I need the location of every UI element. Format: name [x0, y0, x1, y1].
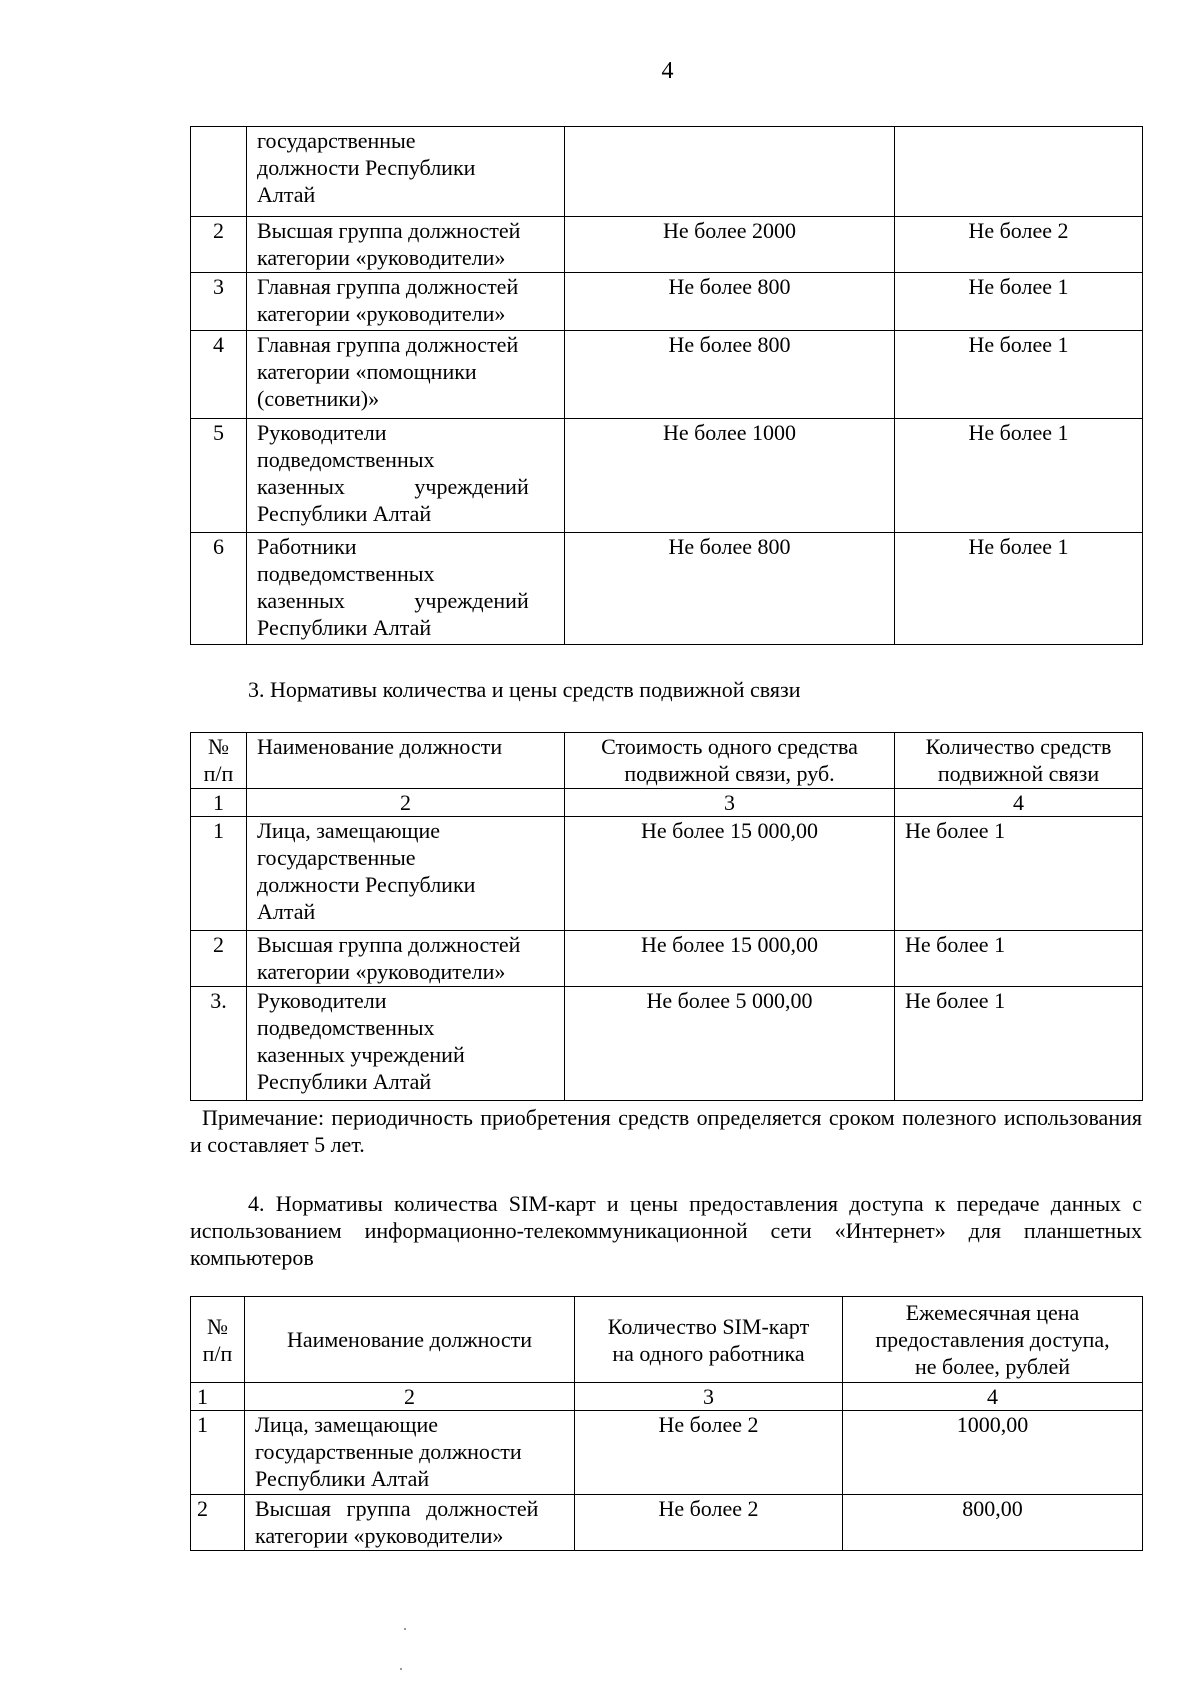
position-name: Высшая группа должностей — [255, 1496, 539, 1521]
position-name: Республики Алтай — [257, 615, 432, 640]
table-row — [191, 987, 1143, 1101]
position-name: Лица, замещающие — [255, 1412, 438, 1437]
header-quantity: Количество средств — [925, 734, 1112, 759]
position-name: Республики Алтай — [255, 1466, 430, 1491]
mobile-devices-table — [190, 732, 1143, 1101]
position-name: подведомственных — [257, 561, 435, 586]
table-row — [191, 817, 1143, 931]
device-quantity: Не более 1 — [905, 932, 1006, 957]
table-row — [191, 273, 1143, 331]
position-name: государственные должности — [255, 1439, 522, 1464]
row-number: 3. — [210, 988, 227, 1013]
table-row — [191, 1411, 1143, 1495]
table-row — [191, 127, 1143, 217]
header-monthly-price: Ежемесячная цена — [905, 1300, 1080, 1325]
monthly-price: 1000,00 — [956, 1412, 1029, 1437]
position-name: казенных учреждений — [257, 1042, 465, 1067]
position-name: Руководители — [257, 988, 387, 1013]
position-name: подведомственных — [257, 1015, 435, 1040]
table-header-row — [191, 733, 1143, 789]
position-name: подведомственных — [257, 447, 435, 472]
header-num: № — [207, 1313, 228, 1339]
position-name: Работники — [257, 534, 357, 559]
header-quantity: подвижной связи — [937, 761, 1100, 786]
position-name: Главная группа должностей — [257, 274, 519, 299]
table-row — [191, 217, 1143, 273]
table-row — [191, 331, 1143, 419]
position-name: казенных учреждений — [257, 474, 529, 499]
norm-value: Не более 800 — [668, 332, 791, 357]
column-index: 3 — [703, 1384, 714, 1409]
device-quantity: Не более 1 — [905, 988, 1006, 1013]
position-name: Высшая группа должностей — [257, 932, 521, 957]
header-num: п/п — [203, 761, 234, 786]
table-row — [191, 1495, 1143, 1551]
column-index: 4 — [987, 1384, 998, 1409]
row-number: 1 — [197, 1412, 208, 1437]
sim-cards-table — [190, 1296, 1143, 1551]
monthly-price: 800,00 — [962, 1496, 1023, 1521]
position-name: (советники)» — [257, 386, 380, 411]
norm-value: Не более 800 — [668, 534, 791, 559]
table-row — [191, 419, 1143, 533]
header-monthly-price: не более, рублей — [914, 1354, 1071, 1379]
section-3-title: 3. Нормативы количества и цены средств подвижной связи — [248, 677, 801, 702]
device-cost: Не более 15 000,00 — [640, 932, 819, 957]
position-name: категории «руководители» — [257, 959, 506, 984]
position-name: Руководители — [257, 420, 387, 445]
position-name: должности Республики — [257, 155, 476, 180]
scan-speck — [404, 1628, 406, 1630]
row-number: 2 — [213, 218, 224, 243]
device-cost: Не более 5 000,00 — [646, 988, 813, 1013]
column-index: 2 — [404, 1384, 415, 1409]
column-index: 2 — [400, 790, 411, 815]
column-index: 4 — [1013, 790, 1024, 815]
index-row — [191, 1383, 1143, 1411]
row-number: 6 — [213, 534, 224, 559]
column-index: 3 — [724, 790, 735, 815]
position-name: Республики Алтай — [257, 501, 432, 526]
header-cost: Стоимость одного средства — [601, 734, 858, 759]
table-header-row — [191, 1297, 1143, 1383]
norm-value: Не более 800 — [668, 274, 791, 299]
header-monthly-price: предоставления доступа, — [875, 1327, 1110, 1352]
header-num: п/п — [202, 1340, 233, 1366]
norm-quantity: Не более 2 — [968, 218, 1069, 243]
header-sim-count: на одного работника — [612, 1340, 805, 1366]
index-row — [191, 789, 1143, 817]
position-name: государственные — [257, 128, 416, 153]
position-name: государственные — [257, 845, 416, 870]
header-num: № — [208, 734, 229, 759]
row-number: 5 — [213, 420, 224, 445]
row-number: 3 — [213, 274, 224, 299]
row-number: 4 — [213, 332, 224, 357]
row-number: 1 — [213, 818, 224, 843]
norm-quantity: Не более 1 — [968, 420, 1069, 445]
page-number: 4 — [661, 58, 674, 84]
position-name: Алтай — [257, 182, 316, 207]
column-index: 1 — [197, 1384, 208, 1409]
device-cost: Не более 15 000,00 — [640, 818, 819, 843]
header-position-name: Наименование должности — [286, 1327, 533, 1352]
position-name: Алтай — [257, 899, 316, 924]
norm-quantity: Не более 1 — [968, 332, 1069, 357]
row-number: 2 — [213, 932, 224, 957]
position-name: категории «помощники — [257, 359, 477, 384]
header-sim-count: Количество SIM-карт — [607, 1313, 810, 1339]
scan-speck — [400, 1668, 402, 1670]
norm-value: Не более 1000 — [662, 420, 797, 445]
table-continuation — [190, 126, 1143, 645]
position-name: должности Республики — [257, 872, 476, 897]
table-row — [191, 533, 1143, 645]
position-name: Главная группа должностей — [257, 332, 519, 357]
header-cost: подвижной связи, руб. — [624, 761, 835, 786]
header-position-name: Наименование должности — [257, 734, 503, 759]
position-name: Высшая группа должностей — [257, 218, 521, 243]
device-quantity: Не более 1 — [905, 818, 1006, 843]
norm-quantity: Не более 1 — [968, 534, 1069, 559]
position-name: Республики Алтай — [257, 1069, 432, 1094]
sim-count: Не более 2 — [658, 1496, 759, 1521]
section-4-title: 4. Нормативы количества SIM-карт и цены предоставления доступа к передаче данных с использованием информационно-телекоммуникационной сети «Интернет» для планшетных компьютеров — [190, 1191, 1142, 1270]
norm-value: Не более 2000 — [662, 218, 797, 243]
column-index: 1 — [213, 790, 224, 815]
position-name: категории «руководители» — [255, 1523, 504, 1548]
sim-count: Не более 2 — [658, 1412, 759, 1437]
position-name: Лица, замещающие — [257, 818, 440, 843]
table-row — [191, 931, 1143, 987]
norm-quantity: Не более 1 — [968, 274, 1069, 299]
section-3-note: Примечание: периодичность приобретения средств определяется сроком полезного использования и составляет 5 лет. — [190, 1105, 1142, 1157]
row-number: 2 — [197, 1496, 208, 1521]
position-name: категории «руководители» — [257, 245, 506, 270]
position-name: категории «руководители» — [257, 301, 506, 326]
position-name: казенных учреждений — [257, 588, 529, 613]
